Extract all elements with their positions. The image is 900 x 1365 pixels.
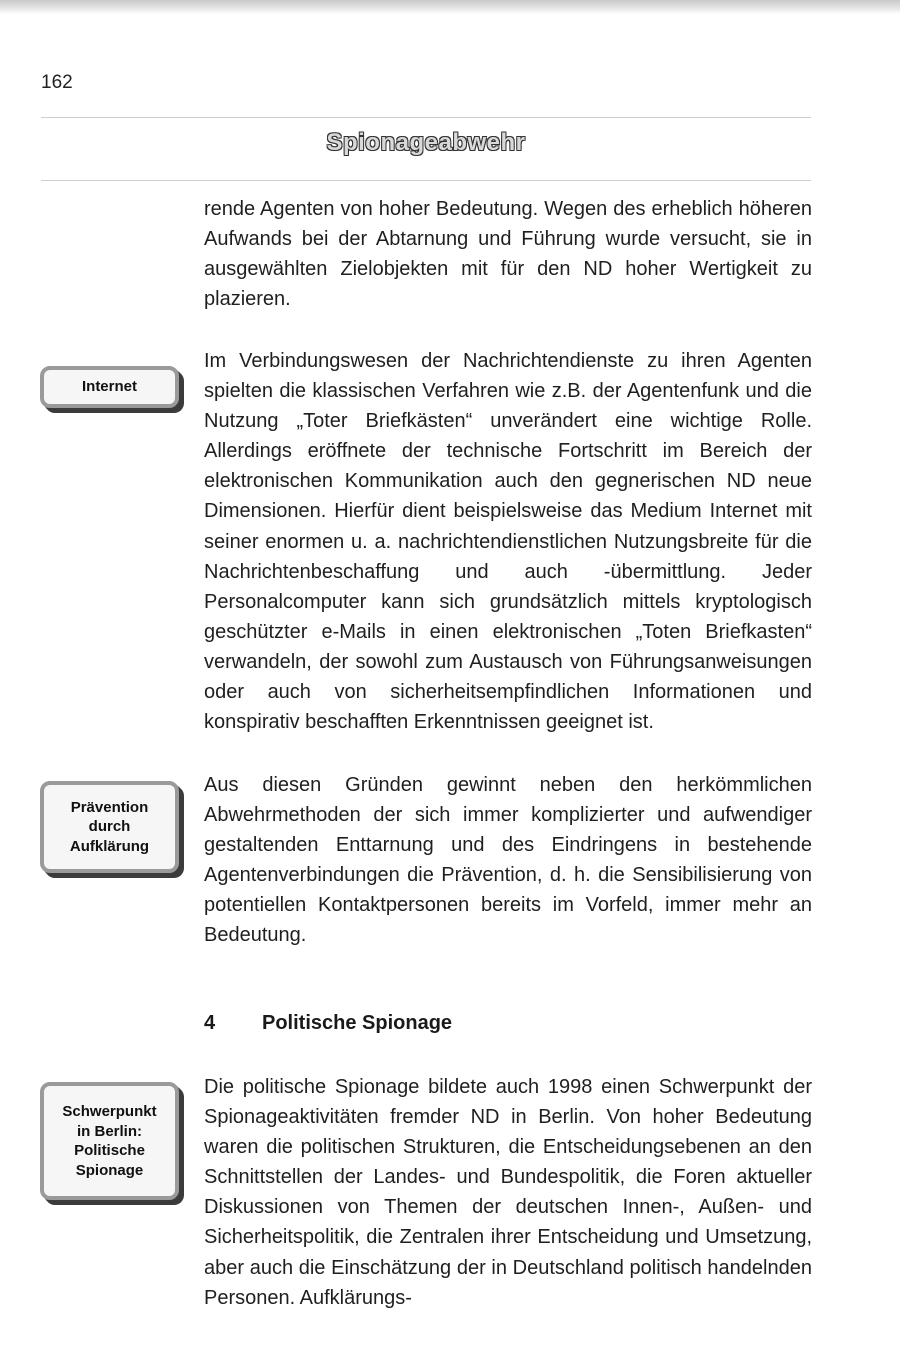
margin-note-internet — [40, 366, 179, 408]
margin-note-praevention — [40, 781, 179, 873]
section-title: Politische Spionage — [262, 1012, 453, 1034]
margin-note-label: Prävention durch Aufklärung — [69, 798, 150, 855]
scan-top-shadow — [0, 0, 900, 14]
page-number: 162 — [41, 72, 73, 93]
margin-note-schwerpunkt — [40, 1082, 179, 1200]
paragraph-continuation: rende Agenten von hoher Bedeutung. Wegen des erheblich höheren Aufwands bei der Abtarnung und Führung wurde versucht, sie in ausgewählten Zielobjekten mit für den ND hoher Wertigkeit zu plazieren. — [204, 198, 812, 311]
margin-note-label: Schwerpunkt in Berlin: Politische Spionage — [62, 1103, 157, 1179]
paragraph-internet: Im Verbindungswesen der Nachrichtendienste zu ihren Agenten spielten die klassischen Verfahren wie z.B. der Agentenfunk und die Nutzung „Toter Briefkästen“ unverändert eine wichtige Rolle. Allerdings eröffnete der technische Fortschritt im Bereich der elektronischen Kommunikation auch den gegnerischen ND neue Dimensionen. Hierfür dient beispielsweise das Medium Internet mit seiner enormen u. a. nachrichtendienstlichen Nutzungsbreite für die Nachrichtenbeschaffung und auch -übermittlung. Jeder Personalcomputer kann sich grundsätzlich mittels kryptologisch geschützter e-Mails in einen elektronischen „Toten Briefkasten“ verwandeln, der sowohl zum Austausch von Führungsanweisungen oder auch von sicherheitsempfindlichen Informationen und konspirativ beschafften Erkenntnissen geeignet ist. — [204, 350, 812, 734]
header-rule-bottom — [41, 180, 811, 181]
paragraph-politische-spionage: Die politische Spionage bildete auch 1998 einen Schwerpunkt der Spionageaktivitäten fremder ND in Berlin. Von hoher Bedeutung waren die politischen Strukturen, die Entscheidungsebenen an den Schnittstellen der Landes- und Bundespolitik, die Foren aktueller Diskussionen von Themen der deutschen Innen-, Außen- und Sicherheitspolitik, die Zentralen ihrer Entscheidung und Umsetzung, aber auch die Einschätzung der in Deutschland politisch handelnden Personen. Aufklärungs- — [204, 1076, 812, 1309]
header-rule-top — [41, 117, 811, 118]
section-heading — [204, 1012, 452, 1035]
paragraph-praevention: Aus diesen Gründen gewinnt neben den herkömmlichen Abwehrmethoden der sich immer komplizierter und aufwendiger gestaltenden Enttarnung und des Eindringens in bestehende Agentenverbindungen die Prävention, d. h. die Sensibilisierung von potentiellen Kontaktpersonen bereits im Vorfeld, immer mehr an Bedeutung. — [204, 774, 812, 947]
margin-note-label: Internet — [81, 378, 137, 396]
running-title: Spionageabwehr — [326, 129, 526, 156]
section-number: 4 — [204, 1012, 216, 1034]
